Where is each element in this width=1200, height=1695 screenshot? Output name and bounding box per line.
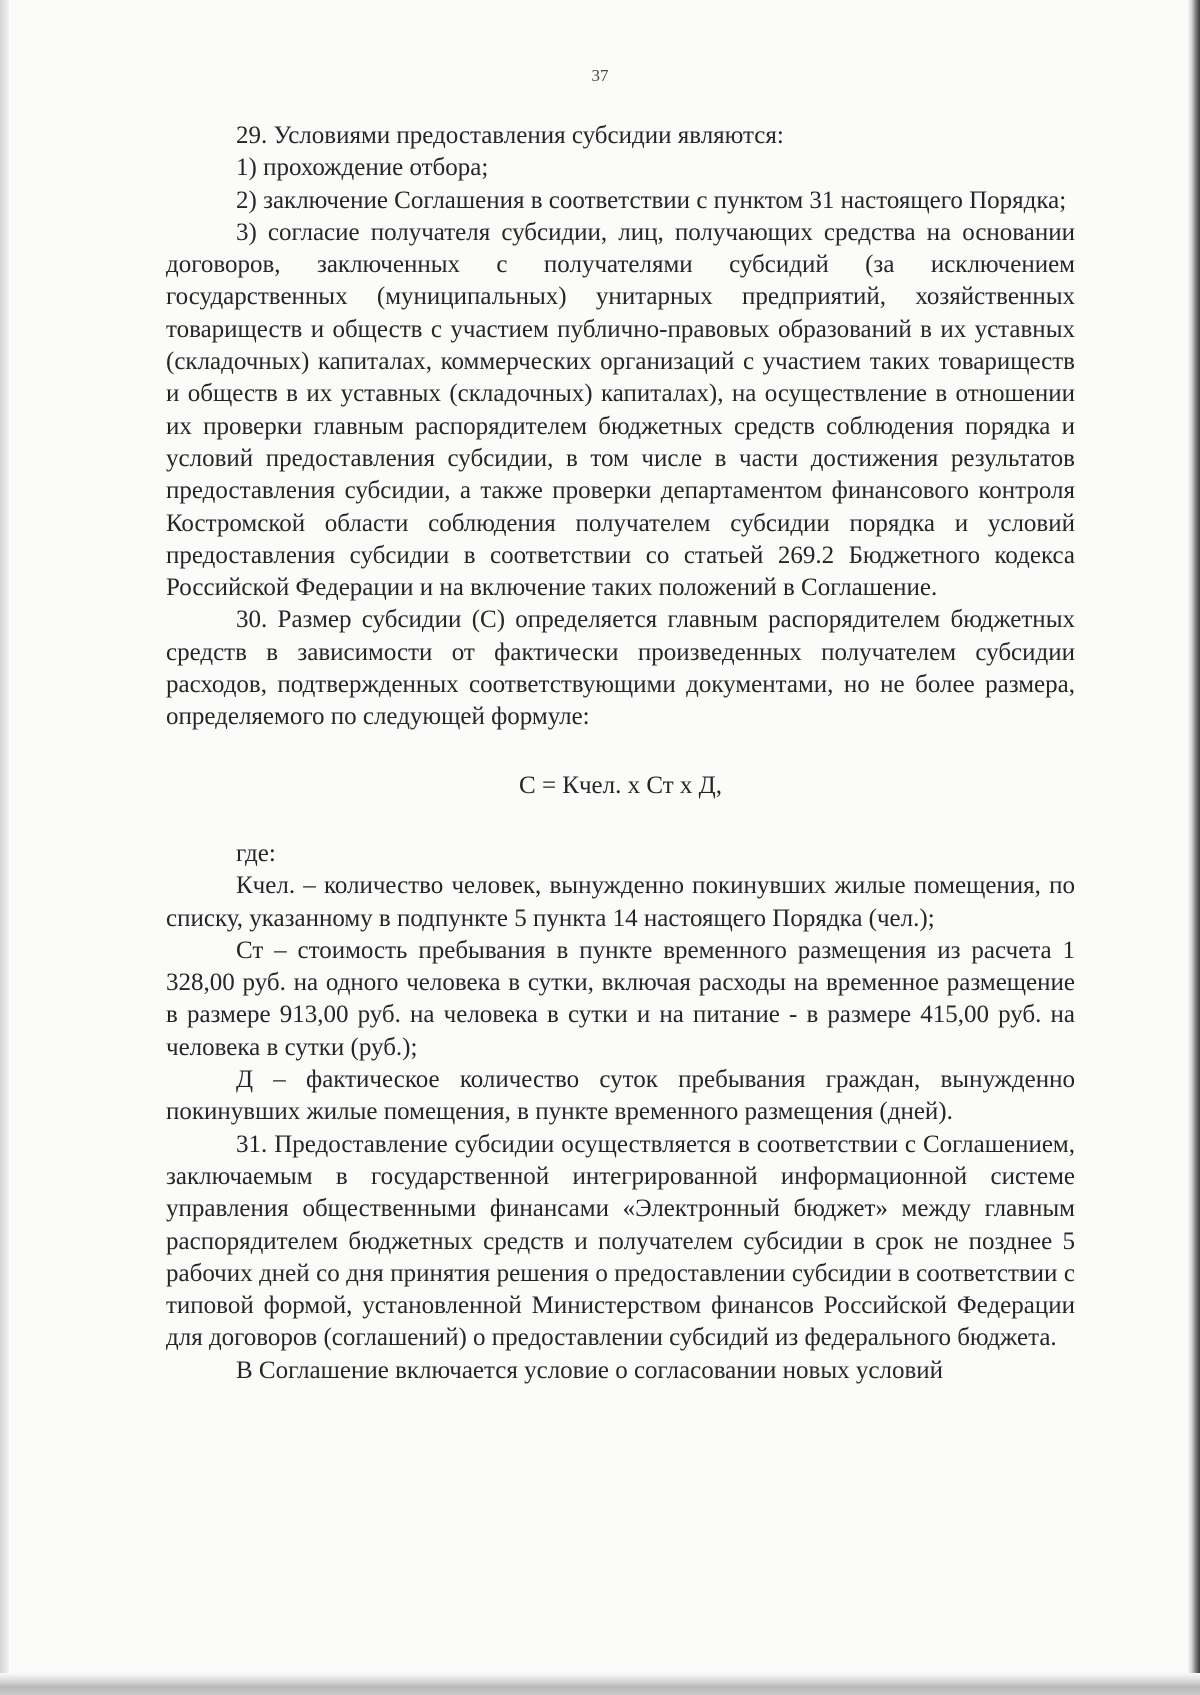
scan-edge-left — [0, 0, 9, 1695]
paragraph-30: 30. Размер субсидии (С) определяется главным распорядителем бюджетных средств в зависимости от фактически произведенных получателем субсидии расходов, подтвержденных соответствующими документами, но не более размера, определяемого по следующей формуле: — [166, 606, 1075, 731]
list-item-1: 1) прохождение отбора; — [236, 154, 489, 182]
definition-d: Д – фактическое количество суток пребывания граждан, вынужденно покинувших жилые помещения, в пункте временного размещения (дней). — [166, 1066, 1075, 1126]
scan-edge-right — [1188, 0, 1200, 1695]
list-item-2: 2) заключение Соглашения в соответствии с пунктом 31 настоящего Порядка; — [236, 186, 1067, 214]
where-label: где: — [236, 839, 276, 867]
scan-edge-bottom — [0, 1673, 1200, 1695]
definition-st: Ст – стоимость пребывания в пункте временного размещения из расчета 1 328,00 руб. на одного человека в сутки, включая расходы на временное размещение в размере 913,00 руб. на человека в сутки и на питание - в размере 415,00 руб. на человека в сутки (руб.); — [166, 936, 1075, 1061]
formula: С = Кчел. х Ст х Д, — [519, 771, 722, 799]
definition-kchel: Кчел. – количество человек, вынужденно покинувших жилые помещения, по списку, указанному в подпункте 5 пункта 14 настоящего Порядка (чел.); — [166, 872, 1075, 932]
paragraph-continuation: В Соглашение включается условие о согласовании новых условий — [236, 1356, 944, 1384]
document-body — [166, 120, 1075, 1387]
page-number: 37 — [591, 66, 609, 85]
paragraph-31: 31. Предоставление субсидии осуществляется в соответствии с Соглашением, заключаемым в государственной интегрированной информационной системе управления общественными финансами «Электронный бюджет» между главным распорядителем бюджетных средств и получателем субсидии в срок не позднее 5 рабочих дней со дня принятия решения о предоставлении субсидии в соответствии с типовой формой, установленной Министерством финансов Российской Федерации для договоров (соглашений) о предоставлении субсидий из федерального бюджета. — [166, 1130, 1075, 1352]
paragraph-29: 29. Условиями предоставления субсидии являются: — [236, 122, 784, 149]
list-item-3: 3) согласие получателя субсидии, лиц, получающих средства на основании договоров, заключенных с получателями субсидий (за исключением государственных (муниципальных) унитарных предприятий, хозяйственных товариществ и обществ с участием публично-правовых образований в их уставных (складочных) капиталах, коммерческих организаций с участием таких товариществ и обществ в их уставных (складочных) капиталах), на осуществление в отношении их проверки главным распорядителем бюджетных средств соблюдения порядка и условий предоставления субсидии, в том числе в части достижения результатов предоставления субсидии, а также проверки департаментом финансового контроля Костромской области соблюдения получателем субсидии порядка и условий предоставления субсидии в соответствии со статьей 269.2 Бюджетного кодекса Российской Федерации и на включение таких положений в Соглашение. — [166, 218, 1075, 602]
